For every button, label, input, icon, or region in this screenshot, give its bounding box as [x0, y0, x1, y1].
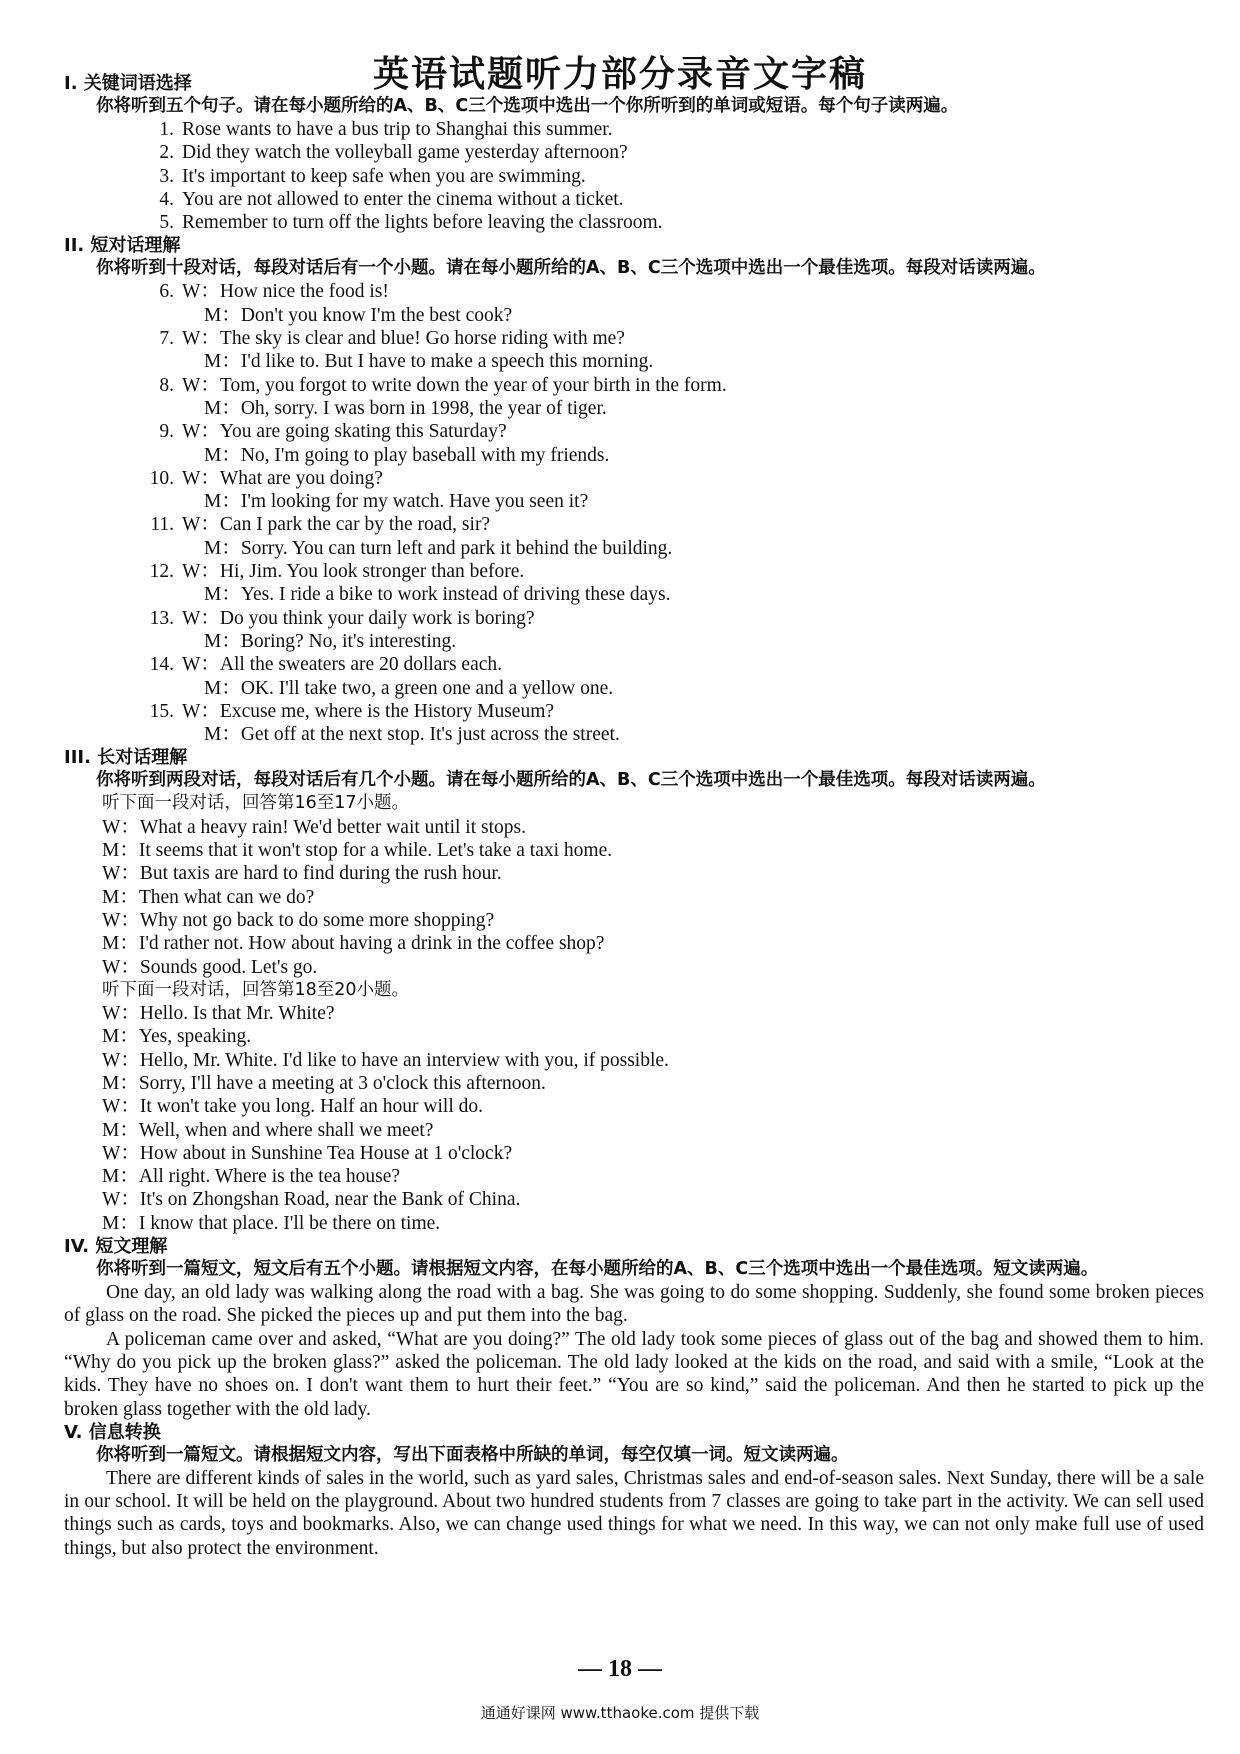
section-2-instructions: 你将听到十段对话，每段对话后有一个小题。请在每小题所给的A、B、C三个选项中选出一个最佳选项。每段对话读两遍。 [96, 258, 1046, 279]
dialogue-line: M：Yes, speaking. [102, 1026, 252, 1048]
dialogue-line-m: M：No, I'm going to play baseball with my friends. [204, 444, 610, 466]
item-text: W：What are you doing? [182, 467, 383, 489]
list-item [64, 188, 1204, 211]
passage-paragraph: There are different kinds of sales in the world, such as yard sales, Christmas sales and end-of-season sales. Next Sunday, there will be a sale in our school. It will be held on the playground. About two hundred students from 7 classes are going to take part in the activity. We can sell used things such as cards, toys and bookmarks. Also, we can change used things for what we need. In this way, we can not only make full use of used things, but also protect the environment. [64, 1467, 1204, 1559]
item-number: 11. [150, 514, 174, 536]
item-number: 7. [159, 328, 174, 350]
section-5-instructions: 你将听到一篇短文。请根据短文内容，写出下面表格中所缺的单词，每空仅填一词。短文读两遍。 [96, 1444, 849, 1465]
dialogue-line-w [64, 700, 1204, 723]
page-number: — 18 — [578, 1656, 662, 1682]
dialogue-line-m: M：OK. I'll take two, a green one and a yellow one. [204, 677, 614, 699]
section-5 [64, 1421, 1204, 1560]
section-3-instructions: 你将听到两段对话，每段对话后有几个小题。请在每小题所给的A、B、C三个选项中选出一个最佳选项。每段对话读两遍。 [96, 770, 1046, 791]
section-4-instructions: 你将听到一篇短文，短文后有五个小题。请根据短文内容，在每小题所给的A、B、C三个选项中选出一个最佳选项。短文读两遍。 [96, 1259, 1099, 1280]
section-3-dialogues [64, 792, 1204, 1235]
passage-paragraph: One day, an old lady was walking along the road with a bag. She was going to do some shopping. Suddenly, she found some broken pieces of glass on the road. She picked the pieces up and put them into the bag. [64, 1282, 1204, 1327]
section-3-heading: III. 长对话理解 [64, 747, 188, 769]
item-text: Rose wants to have a bus trip to Shanghai this summer. [182, 119, 613, 140]
dialogue-line-m: M：Don't you know I'm the best cook? [204, 304, 513, 326]
item-text: W：How nice the food is! [182, 281, 389, 303]
section-1-instructions: 你将听到五个句子。请在每小题所给的A、B、C三个选项中选出一个你所听到的单词或短语。每个句子读两遍。 [96, 96, 959, 116]
dialogue-line: W：It won't take you long. Half an hour will do. [102, 1096, 483, 1118]
item-number: 12. [149, 561, 174, 583]
dialogue-line: W：Why not go back to do some more shopping? [102, 909, 495, 931]
item-text: Remember to turn off the lights before leaving the classroom. [182, 212, 663, 234]
dialogue-line-w [64, 280, 1204, 303]
dialogue-line: M：Sorry, I'll have a meeting at 3 o'clock this afternoon. [102, 1072, 546, 1094]
item-number: 3. [159, 165, 174, 187]
section-1 [64, 72, 1204, 234]
item-number: 15. [149, 700, 174, 722]
dialogue-line: M：I'd rather not. How about having a drink in the coffee shop? [102, 933, 605, 955]
dialogue-line-w [64, 607, 1204, 630]
item-number: 6. [159, 281, 174, 303]
dialogue-line-w [64, 327, 1204, 350]
dialogue-line-m: M：Boring? No, it's interesting. [204, 630, 457, 652]
dialogue-line-w [64, 420, 1204, 443]
dialogue-line: M：Then what can we do? [102, 886, 315, 908]
item-text: It's important to keep safe when you are swimming. [182, 165, 586, 187]
item-number: 2. [159, 142, 174, 164]
item-text: W：The sky is clear and blue! Go horse riding with me? [182, 328, 625, 350]
dialogue-1-heading: 听下面一段对话，回答第16至17小题。 [102, 793, 410, 814]
dialogue-line-w [64, 653, 1204, 676]
dialogue-line-m: M：Oh, sorry. I was born in 1998, the year of tiger. [204, 397, 607, 419]
dialogue-line-w [64, 560, 1204, 583]
source-watermark: 通通好课网 www.tthaoke.com 提供下载 [480, 1704, 760, 1722]
list-item [64, 118, 1204, 141]
item-number: 13. [149, 607, 174, 629]
dialogue-line-m: M：Get off at the next stop. It's just across the street. [204, 724, 620, 746]
item-text: W：All the sweaters are 20 dollars each. [182, 654, 502, 676]
dialogue-line-w [64, 467, 1204, 490]
item-text: You are not allowed to enter the cinema without a ticket. [182, 188, 624, 210]
item-text: W：Excuse me, where is the History Museum? [182, 700, 555, 722]
item-text: W：Can I park the car by the road, sir? [182, 514, 491, 536]
dialogue-line: M：I know that place. I'll be there on time. [102, 1212, 441, 1234]
document-content [64, 72, 1204, 1560]
dialogue-line-m: M：I'm looking for my watch. Have you seen it? [204, 491, 589, 513]
section-1-items [64, 118, 1204, 234]
item-number: 8. [159, 374, 174, 396]
dialogue-line: W：It's on Zhongshan Road, near the Bank of China. [102, 1189, 521, 1211]
dialogue-line: W：But taxis are hard to find during the rush hour. [102, 863, 502, 885]
item-number: 14. [149, 654, 174, 676]
item-text: W：Do you think your daily work is boring? [182, 607, 535, 629]
section-2-items [64, 280, 1204, 746]
item-text: Did they watch the volleyball game yesterday afternoon? [182, 142, 628, 164]
section-1-heading: I. 关键词语选择 [64, 73, 192, 94]
dialogue-line: W：Sounds good. Let's go. [102, 956, 318, 978]
dialogue-line: W：Hello, Mr. White. I'd like to have an interview with you, if possible. [102, 1049, 669, 1071]
dialogue-line-w [64, 374, 1204, 397]
item-text: W：Hi, Jim. You look stronger than before. [182, 561, 525, 583]
dialogue-line: W：How about in Sunshine Tea House at 1 o'clock? [102, 1142, 513, 1164]
list-item [64, 165, 1204, 188]
passage-paragraph: A policeman came over and asked, “What are you doing?” The old lady took some pieces of glass out of the bag and showed them to him. “Why do you pick up the broken glass?” asked the policeman. The old lady looked at the kids on the road, and said with a smile, “Look at the kids. They have no shoes on. I don't want them to hurt their feet.” “You are so kind,” said the policeman. And then he started to pick up the broken glass together with the old lady. [64, 1328, 1204, 1420]
item-number: 9. [159, 421, 174, 443]
section-2 [64, 234, 1204, 746]
dialogue-line: W：Hello. Is that Mr. White? [102, 1003, 335, 1025]
item-number: 5. [159, 212, 174, 234]
dialogue-line: M：All right. Where is the tea house? [102, 1166, 401, 1188]
list-item [64, 211, 1204, 234]
list-item [64, 141, 1204, 164]
section-3 [64, 746, 1204, 1235]
page-title: 英语试题听力部分录音文字稿 [372, 54, 867, 95]
dialogue-line-m: M：I'd like to. But I have to make a speech this morning. [204, 351, 654, 373]
dialogue-2-heading: 听下面一段对话，回答第18至20小题。 [102, 979, 410, 1000]
dialogue-line: M：It seems that it won't stop for a while. Let's take a taxi home. [102, 840, 613, 862]
section-4-heading: IV. 短文理解 [64, 1236, 168, 1258]
item-number: 1. [159, 119, 174, 140]
dialogue-line: M：Well, when and where shall we meet? [102, 1119, 434, 1141]
dialogue-line: W：What a heavy rain! We'd better wait until it stops. [102, 816, 526, 838]
dialogue-line-m: M：Yes. I ride a bike to work instead of driving these days. [204, 584, 671, 606]
item-text: W：You are going skating this Saturday? [182, 421, 507, 443]
dialogue-line-m: M：Sorry. You can turn left and park it behind the building. [204, 537, 673, 559]
item-number: 4. [159, 188, 174, 210]
dialogue-line-w [64, 513, 1204, 536]
section-5-heading: V. 信息转换 [64, 1421, 161, 1443]
item-text: W：Tom, you forgot to write down the year of your birth in the form. [182, 374, 727, 396]
item-number: 10. [149, 467, 174, 489]
section-2-heading: II. 短对话理解 [64, 235, 181, 257]
section-4 [64, 1235, 1204, 1421]
